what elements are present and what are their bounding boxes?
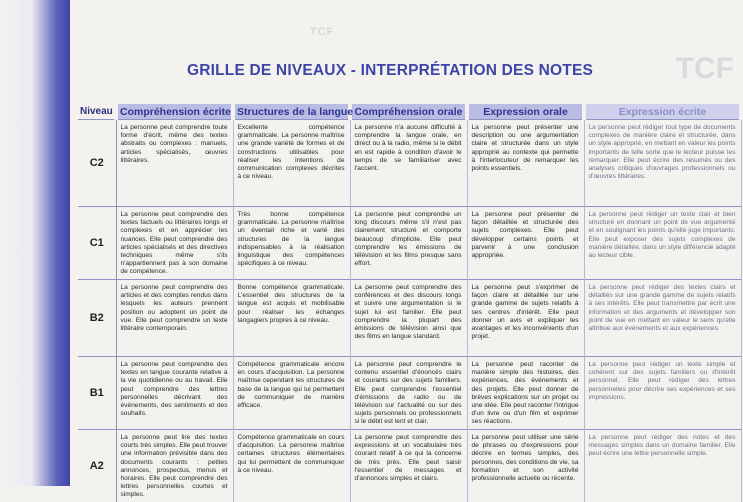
level-label: A2 — [78, 430, 116, 502]
cell-expression-orale: La personne peut utiliser une série de phrases ou d'expressions pour décrire en termes simples, des personnes, des conditions de vie, sa formation et son activité professionnelle actuelle ou récente. — [467, 430, 584, 502]
cell-structures-langue: Compétence grammaticale encore en cours d'acquisition. La personne maîtrise cependant les structures de base de la langue qui lui permettent de communiquer de manière efficace. — [233, 357, 350, 430]
cell-comprehension-ecrite: La personne peut comprendre des articles et des comptes rendus dans lesquels les auteurs prennent position ou adoptent un point de vue. Elle peut comprendre un texte littéraire contemporain. — [116, 280, 233, 357]
header-comprehension-ecrite: Compréhension écrite — [116, 104, 233, 120]
cell-comprehension-ecrite: La personne peut comprendre des textes en langue courante relative à la vie quotidienne ou au travail. Elle peut comprendre des lettres personnelles décrivant des événements, des sentiments et des souhaits. — [116, 357, 233, 430]
cell-comprehension-ecrite: La personne peut comprendre des textes factuels ou littéraires longs et complexes et en apprécier les nuances. Elle peut comprendre des articles spécialisés et des directives techniques même s'ils n'appartiennent pas à son domaine de compétence. — [116, 207, 233, 280]
level-label: C2 — [78, 120, 116, 207]
levels-grid — [78, 104, 743, 502]
cell-structures-langue: Bonne compétence grammaticale. L'essentiel des structures de la langue est acquis et mobilisable pour réaliser les échanges langagiers propres à ce niveau. — [233, 280, 350, 357]
table-row — [78, 207, 741, 280]
header-structures-langue: Structures de la langue — [233, 104, 350, 120]
cell-comprehension-orale: La personne peut comprendre un long discours même s'il n'est pas clairement structuré et comporte beaucoup d'implicite. Elle peut comprendre les émissions de télévision et les films presque sans effort. — [350, 207, 467, 280]
cell-comprehension-orale: La personne peut comprendre des conférences et des discours longs et suivre une argumentation si le sujet lui est familier. Elle peut comprendre la plupart des émissions de télévision ainsi que des films en langue standard. — [350, 280, 467, 357]
level-label: B2 — [78, 280, 116, 357]
page-title: GRILLE DE NIVEAUX - INTERPRÉTATION DES NOTES — [186, 62, 594, 79]
table-row — [78, 280, 741, 357]
level-label: B1 — [78, 357, 116, 430]
cell-expression-orale: La personne peut présenter de façon détaillée et structurée des sujets complexes. Elle peut développer certains points et parvenir à une conclusion appropriée. — [467, 207, 584, 280]
cell-comprehension-orale: La personne peut comprendre le contenu essentiel d'énoncés clairs et courants sur des sujets familiers. Elle peut comprendre l'essentiel d'émissions de radio ou de télévision sur l'actualité ou sur des sujets personnels ou professionnels si le débit est lent et clair. — [350, 357, 467, 430]
cell-expression-ecrite: La personne peut rédiger tout type de documents complexes de manière claire et structurée, dans un style approprié, en mettant en valeur les points importants de telle sorte que le lecteur puisse les remarquer. Elle peut écrire des résumés ou des analyses critiques d'ouvrages professionnels ou d'œuvres littéraires. — [584, 120, 741, 207]
cell-structures-langue: Compétence grammaticale en cours d'acquisition. La personne maîtrise certaines structures élémentaires qui lui permettent de communiquer à ce niveau. — [233, 430, 350, 502]
cell-comprehension-orale: La personne peut comprendre des expressions et un vocabulaire très courant relatif à ce qui la concerne de très près. Elle peut saisir l'essentiel de messages et d'annonces simples et clairs. — [350, 430, 467, 502]
cell-expression-ecrite: La personne peut rédiger des textes clairs et détaillés sur une grande gamme de sujets relatifs à ses intérêts. Elle peut transmettre par écrit une information et des arguments et développer son point de vue en mettant en valeur le sens qu'elle attribue aux événements et aux expériences. — [584, 280, 741, 357]
grid-header-row — [78, 104, 741, 120]
table-row — [78, 357, 741, 430]
watermark-right-text: TCF — [675, 52, 734, 85]
cell-structures-langue: Très bonne compétence grammaticale. La personne maîtrise un éventail riche et varié des structures de la langue indispensables à la réalisation linguistique des compétences spécifiques à ce niveau. — [233, 207, 350, 280]
cell-comprehension-ecrite: La personne peut lire des textes courts très simples. Elle peut trouver une information prévisible dans des documents courants : petites annonces, prospectus, menus et horaires. Elle peut comprendre des lettres personnelles courtes et simples. — [116, 430, 233, 502]
watermark-left-text: TCF — [310, 26, 335, 38]
cell-expression-ecrite: La personne peut rédiger un texte clair et bien structuré en donnant un point de vue argumenté et en soulignant les points qu'elle juge importants. Elle peut exposer des sujets complexes de manière détaillée, dans un style différencié adapté au lecteur cible. — [584, 207, 741, 280]
cell-expression-ecrite: La personne peut rédiger un texte simple et cohérent sur des sujets familiers ou d'intérêt personnel. Elle peut rédiger des lettres personnelles pour décrire ses expériences et ses impressions. — [584, 357, 741, 430]
background-watermark — [300, 18, 740, 98]
cell-comprehension-ecrite: La personne peut comprendre toute forme d'écrit, même des textes abstraits ou complexes : manuels, articles spécialisés, œuvres littéraires. — [116, 120, 233, 207]
header-niveau: Niveau — [78, 104, 116, 120]
table-row — [78, 430, 741, 502]
header-expression-orale: Expression orale — [467, 104, 584, 120]
cell-structures-langue: Excellente compétence grammaticale. La personne maîtrise une grande variété de formes et de constructions utilisables pour réaliser les intentions de communication complexes décrites à ce niveau. — [233, 120, 350, 207]
cell-expression-orale: La personne peut s'exprimer de façon claire et détaillée sur une grande gamme de sujets relatifs à ses centres d'intérêt. Elle peut donner un avis et expliquer les avantages et les inconvénients d'un projet. — [467, 280, 584, 357]
header-comprehension-orale: Compréhension orale — [350, 104, 467, 120]
cell-expression-ecrite: La personne peut rédiger des notes et des messages simples dans un domaine familier. Elle peut écrire une lettre personnelle simple. — [584, 430, 741, 502]
header-expression-ecrite: Expression écrite — [584, 104, 741, 120]
cell-expression-orale: La personne peut présenter une description ou une argumentation claire et structurée dans un style approprié au contexte qui permette à l'interlocuteur de remarquer les points essentiels. — [467, 120, 584, 207]
decorative-left-band — [0, 0, 70, 486]
cell-comprehension-orale: La personne n'a aucune difficulté à comprendre la langue orale, en direct ou à la radio, même si le débit en est rapide à condition d'avoir le temps de se familiariser avec l'accent. — [350, 120, 467, 207]
cell-expression-orale: La personne peut raconter de manière simple des histoires, des expériences, des événements et des projets. Elle peut donner de brèves explications sur un projet ou une idée. Elle peut raconter l'intrigue d'un livre ou d'un film et exprimer ses réactions. — [467, 357, 584, 430]
level-label: C1 — [78, 207, 116, 280]
table-row — [78, 120, 741, 207]
